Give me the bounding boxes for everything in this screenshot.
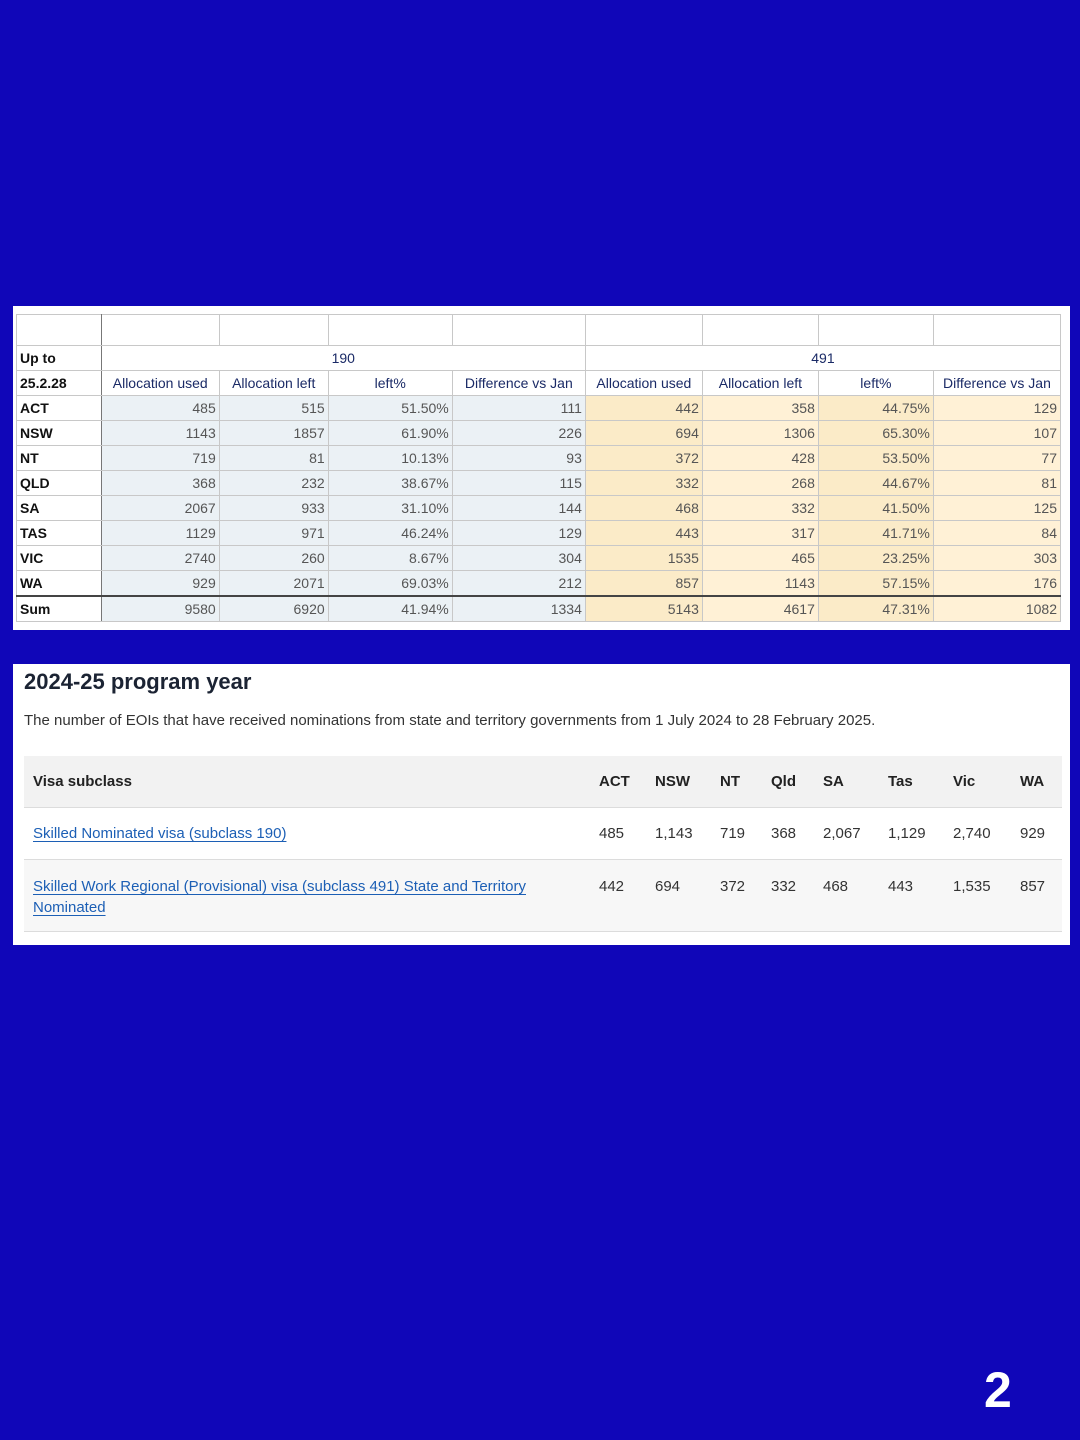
row-label: NT xyxy=(17,446,102,471)
header-sa: SA xyxy=(814,756,879,808)
sheet-cell: 38.67% xyxy=(328,471,452,496)
sheet-cell: 971 xyxy=(219,521,328,546)
sheet-cell: 31.10% xyxy=(328,496,452,521)
table-cell: 443 xyxy=(879,860,944,932)
col-header: Allocation left xyxy=(702,371,818,396)
sheet-cell: 1857 xyxy=(219,421,328,446)
header-qld: Qld xyxy=(762,756,814,808)
row-label: SA xyxy=(17,496,102,521)
sheet-cell: 4617 xyxy=(702,596,818,622)
sheet-cell: 23.25% xyxy=(818,546,933,571)
row-label: ACT xyxy=(17,396,102,421)
sheet-cell: 515 xyxy=(219,396,328,421)
col-header: Difference vs Jan xyxy=(452,371,585,396)
program-title: 2024-25 program year xyxy=(24,669,252,694)
group-491-header: 491 xyxy=(585,346,1060,371)
row-label: QLD xyxy=(17,471,102,496)
row-label: Sum xyxy=(17,596,102,622)
nominations-table xyxy=(24,756,1062,932)
table-cell: 1,143 xyxy=(646,808,711,860)
sheet-row xyxy=(17,596,1061,622)
sheet-cell: 81 xyxy=(933,471,1060,496)
table-cell: 2,740 xyxy=(944,808,1011,860)
sheet-cell: 81 xyxy=(219,446,328,471)
sheet-cell: 485 xyxy=(101,396,219,421)
header-vic: Vic xyxy=(944,756,1011,808)
table-cell: 468 xyxy=(814,860,879,932)
sheet-cell: 317 xyxy=(702,521,818,546)
sheet-cell: 41.94% xyxy=(328,596,452,622)
sheet-cell: 10.13% xyxy=(328,446,452,471)
sheet-cell: 442 xyxy=(585,396,702,421)
program-year-card xyxy=(13,664,1070,945)
allocation-spreadsheet xyxy=(13,306,1070,630)
sheet-cell: 84 xyxy=(933,521,1060,546)
sheet-cell: 358 xyxy=(702,396,818,421)
table-cell: 332 xyxy=(762,860,814,932)
table-row xyxy=(24,860,1062,932)
sheet-cell: 93 xyxy=(452,446,585,471)
col-header: Difference vs Jan xyxy=(933,371,1060,396)
sheet-cell: 107 xyxy=(933,421,1060,446)
sheet-cell: 332 xyxy=(585,471,702,496)
table-cell: 1,535 xyxy=(944,860,1011,932)
sheet-cell: 69.03% xyxy=(328,571,452,597)
sheet-cell: 6920 xyxy=(219,596,328,622)
page-number: 2 xyxy=(984,1362,1012,1418)
sheet-cell: 46.24% xyxy=(328,521,452,546)
sheet-cell: 77 xyxy=(933,446,1060,471)
sheet-cell: 41.50% xyxy=(818,496,933,521)
header-nsw: NSW xyxy=(646,756,711,808)
table-cell: 368 xyxy=(762,808,814,860)
sheet-row xyxy=(17,396,1061,421)
sheet-cell: 332 xyxy=(702,496,818,521)
sheet-cell: 41.71% xyxy=(818,521,933,546)
sheet-cell: 53.50% xyxy=(818,446,933,471)
sheet-row xyxy=(17,496,1061,521)
sheet-cell: 260 xyxy=(219,546,328,571)
sheet-cell: 1082 xyxy=(933,596,1060,622)
sheet-cell: 268 xyxy=(702,471,818,496)
table-cell: 694 xyxy=(646,860,711,932)
table-row xyxy=(24,808,1062,860)
sheet-cell: 2067 xyxy=(101,496,219,521)
sheet-cell: 47.31% xyxy=(818,596,933,622)
sheet-cell: 304 xyxy=(452,546,585,571)
sheet-cell: 111 xyxy=(452,396,585,421)
sheet-cell: 2071 xyxy=(219,571,328,597)
table-cell: 485 xyxy=(590,808,646,860)
sheet-cell: 212 xyxy=(452,571,585,597)
sheet-cell: 465 xyxy=(702,546,818,571)
sheet-row xyxy=(17,571,1061,597)
program-description: The number of EOIs that have received nominations from state and territory governments from 1 July 2024 to 28 February 2025. xyxy=(24,712,876,729)
sheet-cell: 1535 xyxy=(585,546,702,571)
row-label: WA xyxy=(17,571,102,597)
sheet-cell: 1306 xyxy=(702,421,818,446)
sheet-cell: 125 xyxy=(933,496,1060,521)
sheet-cell: 129 xyxy=(933,396,1060,421)
sheet-cell: 115 xyxy=(452,471,585,496)
table-cell: 929 xyxy=(1011,808,1062,860)
group-header-row xyxy=(17,346,1061,371)
sheet-cell: 5143 xyxy=(585,596,702,622)
table-cell: 442 xyxy=(590,860,646,932)
sheet-cell: 176 xyxy=(933,571,1060,597)
sheet-cell: 428 xyxy=(702,446,818,471)
sheet-cell: 372 xyxy=(585,446,702,471)
sheet-cell: 933 xyxy=(219,496,328,521)
sheet-row xyxy=(17,471,1061,496)
subclass-190-link[interactable]: Skilled Nominated visa (subclass 190) xyxy=(33,825,287,842)
table-cell: 719 xyxy=(711,808,762,860)
sheet-cell: 719 xyxy=(101,446,219,471)
header-tas: Tas xyxy=(879,756,944,808)
header-wa: WA xyxy=(1011,756,1062,808)
blank-row xyxy=(17,315,1061,346)
sheet-cell: 1143 xyxy=(702,571,818,597)
sheet-cell: 44.75% xyxy=(818,396,933,421)
table-cell: 372 xyxy=(711,860,762,932)
sheet-cell: 144 xyxy=(452,496,585,521)
sheet-cell: 57.15% xyxy=(818,571,933,597)
sheet-cell: 1334 xyxy=(452,596,585,622)
row-label: VIC xyxy=(17,546,102,571)
sheet-row xyxy=(17,446,1061,471)
subclass-491-link[interactable]: Skilled Work Regional (Provisional) visa (subclass 491) State and Territory Nominated xyxy=(33,878,526,916)
sheet-cell: 226 xyxy=(452,421,585,446)
sheet-cell: 9580 xyxy=(101,596,219,622)
sheet-cell: 51.50% xyxy=(328,396,452,421)
table-cell: 1,129 xyxy=(879,808,944,860)
table-cell: 2,067 xyxy=(814,808,879,860)
row-label: TAS xyxy=(17,521,102,546)
sheet-cell: 2740 xyxy=(101,546,219,571)
sheet-cell: 929 xyxy=(101,571,219,597)
sheet-cell: 694 xyxy=(585,421,702,446)
sheet-cell: 44.67% xyxy=(818,471,933,496)
sheet-row xyxy=(17,546,1061,571)
corner-label-2: 25.2.28 xyxy=(17,371,102,396)
sheet-cell: 61.90% xyxy=(328,421,452,446)
col-header: Allocation left xyxy=(219,371,328,396)
header-visa-subclass: Visa subclass xyxy=(24,756,590,808)
header-act: ACT xyxy=(590,756,646,808)
sheet-cell: 65.30% xyxy=(818,421,933,446)
sheet-cell: 8.67% xyxy=(328,546,452,571)
sheet-cell: 468 xyxy=(585,496,702,521)
col-header: left% xyxy=(328,371,452,396)
sheet-row xyxy=(17,421,1061,446)
group-190-header: 190 xyxy=(101,346,585,371)
sheet-cell: 232 xyxy=(219,471,328,496)
sheet-cell: 1129 xyxy=(101,521,219,546)
sheet-cell: 1143 xyxy=(101,421,219,446)
table-header-row xyxy=(24,756,1062,808)
table-cell: 857 xyxy=(1011,860,1062,932)
header-nt: NT xyxy=(711,756,762,808)
sheet-row xyxy=(17,521,1061,546)
sheet-cell: 368 xyxy=(101,471,219,496)
row-label: NSW xyxy=(17,421,102,446)
column-header-row xyxy=(17,371,1061,396)
col-header: Allocation used xyxy=(585,371,702,396)
sheet-cell: 129 xyxy=(452,521,585,546)
sheet-cell: 857 xyxy=(585,571,702,597)
allocation-table xyxy=(16,314,1061,622)
col-header: left% xyxy=(818,371,933,396)
sheet-cell: 443 xyxy=(585,521,702,546)
corner-label-1: Up to xyxy=(17,346,102,371)
col-header: Allocation used xyxy=(101,371,219,396)
sheet-cell: 303 xyxy=(933,546,1060,571)
